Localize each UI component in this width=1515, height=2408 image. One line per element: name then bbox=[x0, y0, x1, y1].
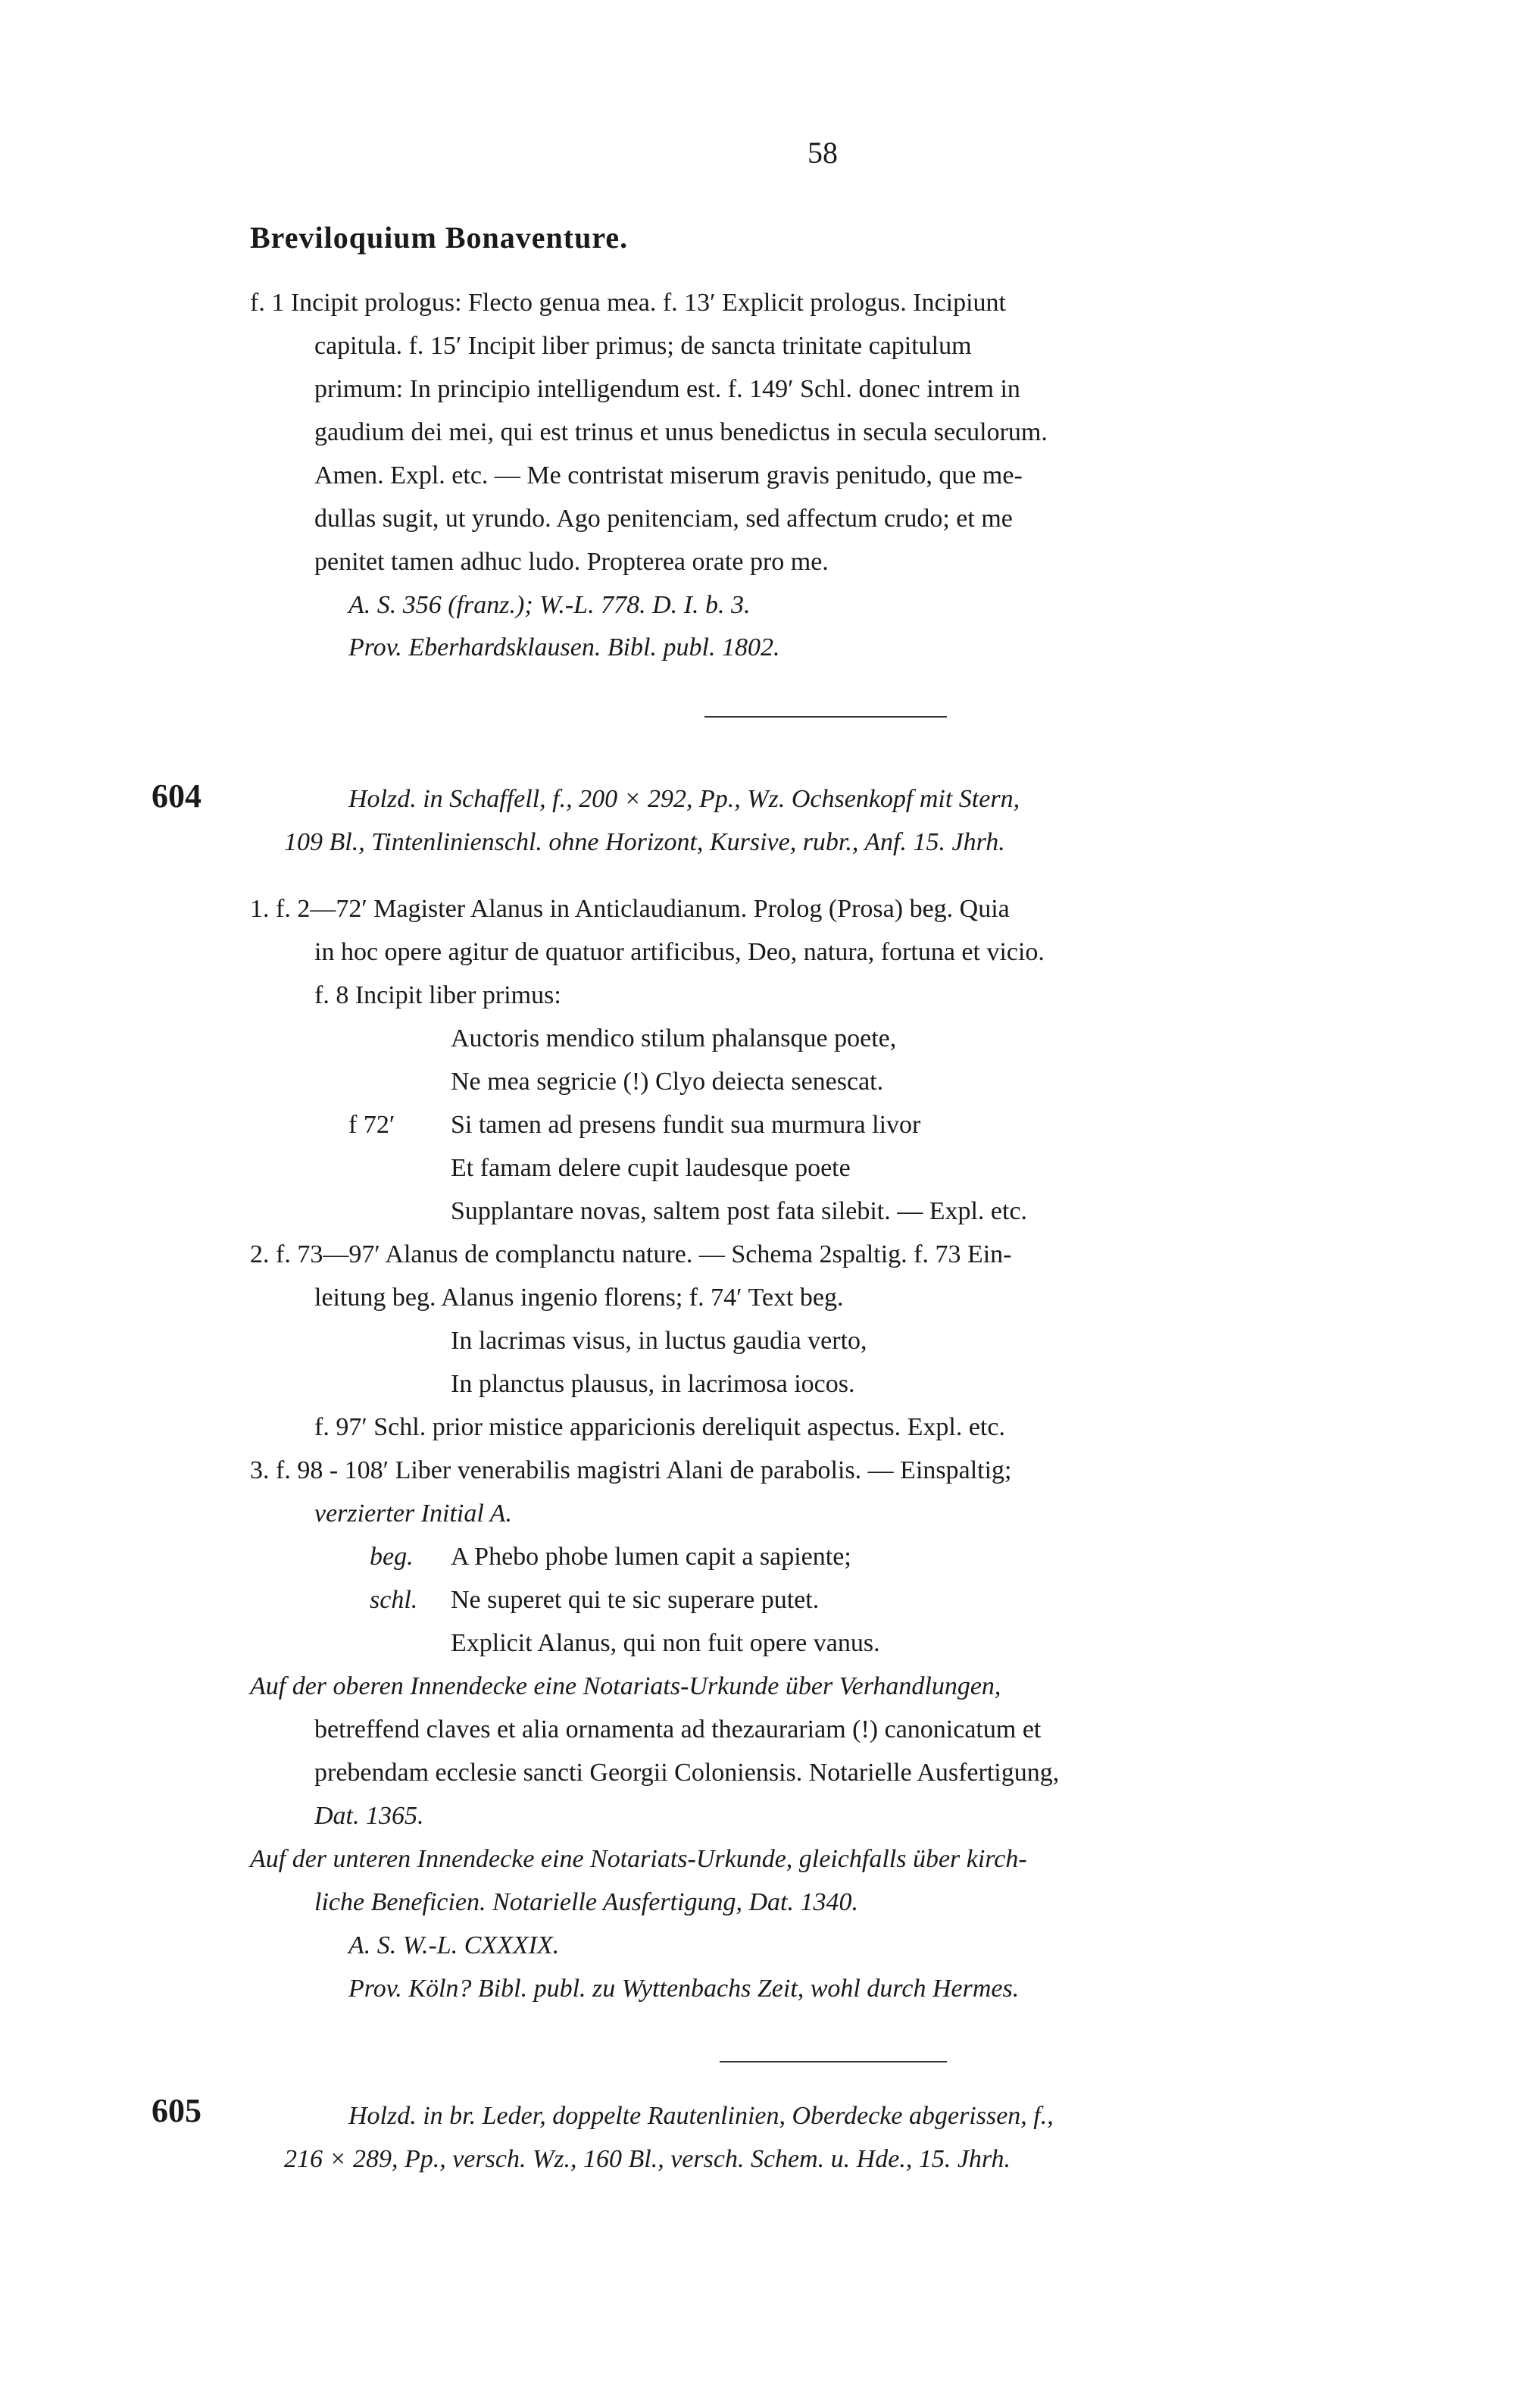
top-entry-reference: A. S. 356 (franz.); W.-L. 778. D. I. b. 3. bbox=[348, 591, 751, 619]
item-3-line-1: 3. f. 98 - 108′ Liber venerabilis magistri Alani de parabolis. — Einspaltig; bbox=[250, 1456, 1012, 1484]
note-2-line-2: liche Beneficien. Notarielle Ausfertigung, Dat. 1340. bbox=[314, 1888, 858, 1916]
verse-2-line-1: In lacrimas visus, in luctus gaudia verto, bbox=[451, 1327, 867, 1355]
description-line-1: Holzd. in Schaffell, f., 200 × 292, Pp., Wz. Ochsenkopf mit Stern, bbox=[348, 785, 1020, 813]
item-1-line-1: 1. f. 2—72′ Magister Alanus in Anticlaudianum. Prolog (Prosa) beg. Quia bbox=[250, 895, 1010, 923]
item-2-line-2: leitung beg. Alanus ingenio florens; f. 74′ Text beg. bbox=[314, 1284, 844, 1312]
note-1-line-1: Auf der oberen Innendecke eine Notariats-Urkunde über Verhandlungen, bbox=[250, 1672, 1001, 1700]
entry-number: 604 bbox=[152, 777, 201, 815]
item-3-schl-text: Ne superet qui te sic superare putet. bbox=[451, 1586, 820, 1614]
description-line-1: Holzd. in br. Leder, doppelte Rautenlinien, Oberdecke abgerissen, f., bbox=[348, 2102, 1054, 2130]
note-1-line-2: betreffend claves et alia ornamenta ad thezaurariam (!) canonicatum et bbox=[314, 1715, 1042, 1743]
entry-604-reference: A. S. W.-L. CXXXIX. bbox=[348, 1931, 560, 1959]
item-3-beg-text: A Phebo phobe lumen capit a sapiente; bbox=[451, 1543, 851, 1571]
description-line-2: 216 × 289, Pp., versch. Wz., 160 Bl., versch. Schem. u. Hde., 15. Jhrh. bbox=[284, 2145, 1011, 2173]
verse-1-line-2: Ne mea segricie (!) Clyo deiecta senescat. bbox=[451, 1068, 884, 1096]
top-entry-line-2: capitula. f. 15′ Incipit liber primus; de sancta trinitate capitulum bbox=[314, 332, 972, 360]
verse-1-line-5: Supplantare novas, saltem post fata silebit. — Expl. etc. bbox=[451, 1197, 1028, 1225]
top-entry-line-3: primum: In principio intelligendum est. f. 149′ Schl. donec intrem in bbox=[314, 375, 1020, 403]
item-1-line-2: in hoc opere agitur de quatuor artificibus, Deo, natura, fortuna et vicio. bbox=[314, 938, 1045, 966]
item-3-schl-label: schl. bbox=[370, 1586, 418, 1614]
verse-folio-label: f 72′ bbox=[348, 1111, 395, 1139]
item-3-beg-label: beg. bbox=[370, 1543, 414, 1571]
item-3-line-2: verzierter Initial A. bbox=[314, 1500, 512, 1528]
item-2-line-1: 2. f. 73—97′ Alanus de complanctu nature. — Schema 2spaltig. f. 73 Ein- bbox=[250, 1240, 1012, 1268]
verse-1-line-3: Si tamen ad presens fundit sua murmura livor bbox=[451, 1111, 921, 1139]
top-entry-line-4: gaudium dei mei, qui est trinus et unus benedictus in secula seculorum. bbox=[314, 418, 1048, 446]
page-number: 58 bbox=[807, 136, 838, 170]
top-entry-line-6: dullas sugit, ut yrundo. Ago penitenciam, sed affectum crudo; et me bbox=[314, 505, 1013, 533]
verse-1-line-1: Auctoris mendico stilum phalansque poete, bbox=[451, 1024, 897, 1052]
note-1-line-4: Dat. 1365. bbox=[314, 1802, 424, 1830]
top-entry-line-5: Amen. Expl. etc. — Me contristat miserum gravis penitudo, que me- bbox=[314, 461, 1023, 489]
verse-1-line-4: Et famam delere cupit laudesque poete bbox=[451, 1154, 851, 1182]
top-entry-line-1: f. 1 Incipit prologus: Flecto genua mea. f. 13′ Explicit prologus. Incipiunt bbox=[250, 289, 1006, 317]
section-heading: Breviloquium Bonaventure. bbox=[250, 220, 629, 255]
entry-number: 605 bbox=[152, 2092, 201, 2129]
note-1-line-3: prebendam ecclesie sancti Georgii Coloniensis. Notarielle Ausfertigung, bbox=[314, 1759, 1060, 1787]
separator-rule bbox=[704, 716, 947, 718]
description-line-2: 109 Bl., Tintenlinienschl. ohne Horizont, Kursive, rubr., Anf. 15. Jhrh. bbox=[284, 828, 1005, 856]
item-3-explicit: Explicit Alanus, qui non fuit opere vanus. bbox=[451, 1629, 880, 1657]
item-2-line-3: f. 97′ Schl. prior mistice apparicionis dereliquit aspectus. Expl. etc. bbox=[314, 1413, 1005, 1441]
verse-2-line-2: In planctus plausus, in lacrimosa iocos. bbox=[451, 1370, 855, 1398]
top-entry-provenance: Prov. Eberhardsklausen. Bibl. publ. 1802. bbox=[348, 633, 780, 661]
separator-rule-2 bbox=[720, 2061, 947, 2062]
top-entry-line-7: penitet tamen adhuc ludo. Propterea orate pro me. bbox=[314, 548, 829, 576]
item-1-line-3: f. 8 Incipit liber primus: bbox=[314, 981, 561, 1009]
note-2-line-1: Auf der unteren Innendecke eine Notariats-Urkunde, gleichfalls über kirch- bbox=[250, 1845, 1027, 1873]
entry-604-provenance: Prov. Köln? Bibl. publ. zu Wyttenbachs Zeit, wohl durch Hermes. bbox=[348, 1975, 1020, 2003]
